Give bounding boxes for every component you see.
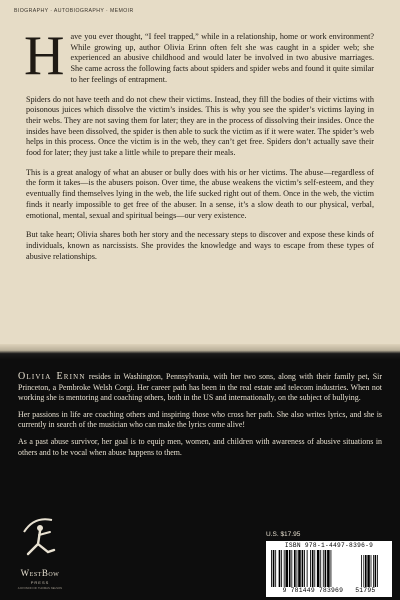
- barcode-addon-bar: [367, 555, 369, 587]
- barcode-bar: [275, 550, 276, 587]
- section-divider: [0, 344, 400, 360]
- barcode-bar: [307, 550, 308, 587]
- isbn-number: ISBN 978-1-4497-8396-9: [284, 542, 374, 549]
- barcode-bar: [297, 550, 298, 587]
- barcode-bar: [284, 550, 285, 587]
- publisher-press: PRESS: [30, 580, 50, 585]
- barcode-bar: [285, 550, 288, 587]
- barcode-addon-bar: [377, 555, 378, 587]
- barcode-bar: [281, 550, 282, 587]
- bio-paragraph-1-text: resides in Washington, Pennsylvania, with her two sons, along with their family pet, Sir Princeton, a Pembroke Welsh Corgi. Her career path has been in the real estate and telecom industries. When not working she is mentoring and coaching others, both in the US and internationally, on the subject of bullying.: [18, 372, 382, 403]
- barcode-bar: [331, 550, 332, 587]
- publisher-name: WestBow: [20, 568, 60, 578]
- barcode-addon-bar: [361, 555, 362, 587]
- price-label: U.S. $17.95: [266, 531, 301, 538]
- publisher-tagline: A DIVISION OF THOMAS NELSON: [17, 586, 63, 590]
- barcode-bar: [304, 550, 305, 587]
- barcode-bar: [320, 550, 321, 587]
- synopsis-paragraph-3: This is a great analogy of what an abuser or bully does with his or her victims. The abuse—regardless of the form it takes—is the abusers poison. Over time, the abuse weakens the victim’s self-esteem, and they eventually find themselves lying in the web, the life sucked right out of them. Once in the web, the victim finds it nearly impossible to get free of the abuser. In a sense, it’s a slow death to our physical, verbal, emotional, mental, sexual and spiritual beings—our very existence.: [26, 167, 374, 220]
- barcode-addon-bar: [373, 555, 374, 587]
- author-name: Olivia Erinn: [18, 371, 86, 382]
- barcode-bar: [291, 550, 292, 587]
- synopsis-paragraph-1: [24, 25, 374, 87]
- barcode-bar: [271, 550, 272, 587]
- barcode-bar: [314, 550, 315, 587]
- barcode: [266, 541, 392, 597]
- synopsis-paragraph-1-text: ave you ever thought, “I feel trapped,” while in a relationship, home or work environment? While growing up, author Olivia Erinn often felt she was caught in a spider web; she experienced an abusive childhood and would later be involved in two abusive marriages. She came across the following facts about spiders and spider webs and found it quite similar to her feelings of entrapment.: [70, 32, 374, 84]
- barcode-bars: [269, 550, 389, 587]
- barcode-addon-bar: [363, 555, 364, 587]
- ean-digits: 9 781449 783969: [282, 587, 344, 594]
- barcode-addon-bar: [375, 555, 377, 587]
- drop-cap: H: [24, 25, 65, 87]
- barcode-bar: [298, 550, 301, 587]
- synopsis-paragraph-2: Spiders do not have teeth and do not chew their victims. Instead, they fill the bodies of their victims with poisonous juices which dissolve the victim’s insides. This is why you see the spider’s victims laying in their webs. They are not saving them for later; they are in the process of dissolving their insides. Once the insides have been dissolved, the spider is then able to suck the victim as if it were water. The spider’s web helps in this process. Once the victim is in the web, they can’t get free. Spiders don’t actually save their food for later; they just take a little while to prepare their meals.: [26, 94, 374, 158]
- barcode-digits: [269, 587, 389, 594]
- barcode-bar: [302, 550, 304, 587]
- barcode-bar: [294, 550, 296, 587]
- category-label: BIOGRAPHY · AUTOBIOGRAPHY · MEMOIR: [14, 8, 134, 14]
- barcode-bar: [312, 550, 314, 587]
- bio-paragraph-2: Her passions in life are coaching others and inspiring those who cross her path. She also writes lyrics, and she is currently in search of the musician who can make the lyrics come alive!: [18, 409, 382, 430]
- barcode-bar: [289, 550, 291, 587]
- barcode-bar: [325, 550, 327, 587]
- barcode-addon-bar: [365, 555, 367, 587]
- barcode-addon-bar: [371, 555, 372, 587]
- barcode-bar: [317, 550, 320, 587]
- barcode-bar: [327, 550, 330, 587]
- bio-paragraph-3: As a past abuse survivor, her goal is to equip men, women, and children with awareness of abusive situations in others and to be vocal when abuse happens to them.: [18, 436, 382, 457]
- barcode-bar: [310, 550, 311, 587]
- synopsis-paragraph-4: But take heart; Olivia shares both her story and the necessary steps to discover and expose these kinds of individuals, known as narcissists. She provides the knowledge and ways to escape from these types of abusive relationships.: [26, 230, 374, 261]
- barcode-bar: [273, 550, 275, 587]
- bio-paragraph-1: [18, 372, 382, 404]
- barcode-bar: [279, 550, 281, 587]
- barcode-bar: [323, 550, 324, 587]
- addon-digits: 51795: [355, 587, 376, 594]
